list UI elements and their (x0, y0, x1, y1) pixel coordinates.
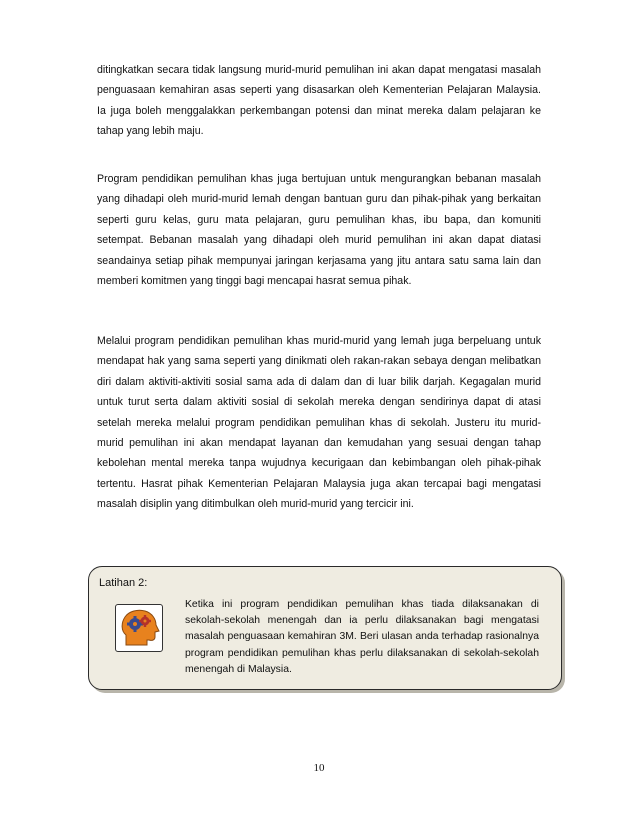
page-number: 10 (313, 762, 325, 774)
paragraph: ditingkatkan secara tidak langsung murid-murid pemulihan ini akan dapat mengatasi masalah penguasaan kemahiran asas seperti yang disasarkan oleh Kementerian Pelajaran Malaysia. Ia juga boleh menggalakkan perkembangan potensi dan minat mereka dalam pelajaran ke tahap yang lebih maju. (97, 64, 541, 138)
paragraph: Program pendidikan pemulihan khas juga bertujuan untuk mengurangkan bebanan masalah yang dihadapi oleh murid-murid lemah dengan bantuan guru dan pihak-pihak yang berkaitan seperti guru kelas, guru mata pelajaran, guru pemulihan khas, ibu bapa, dan komuniti setempat. Bebanan masalah yang dihadapi oleh murid pemulihan ini akan dapat diatasi seandainya setiap pihak mempunyai jaringan kerjasama yang jitu antara satu sama lain dan memberi komitmen yang tinggi bagi mencapai hasrat semua pihak. (97, 173, 541, 288)
paragraph: Melalui program pendidikan pemulihan khas murid-murid yang lemah juga berpeluang untuk mendapat hak yang sama seperti yang dinikmati oleh rakan-rakan sebaya dengan melibatkan diri dalam aktiviti-aktiviti sosial sama ada di dalam dan di luar bilik darjah. Kegagalan murid untuk turut serta dalam aktiviti sosial di sekolah mereka dengan sendirinya dapat di atasi setelah mereka melalui program pendidikan pemulihan khas di sekolah. Justeru itu murid-murid pemulihan ini akan mendapat layanan dan kemudahan yang sesuai dengan tahap kebolehan mental mereka tanpa wujudnya kecurigaan dan kebimbangan oleh pihak-pihak tertentu. Hasrat pihak Kementerian Pelajaran Malaysia juga akan tercapai bagi mengatasi masalah disiplin yang ditimbulkan oleh murid-murid yang tercicir ini. (97, 335, 541, 511)
exercise-box (88, 566, 562, 690)
head-gears-icon (115, 604, 163, 652)
exercise-label: Latihan 2: (99, 577, 148, 589)
exercise-text: Ketika ini program pendidikan pemulihan khas tiada dilaksanakan di sekolah-sekolah menengah dan ia perlu dilaksanakan bagi mengatasi masalah penguasaan kemahiran 3M. Beri ulasan anda terhadap rasionalnya program pendidikan pemulihan khas perlu dilaksanakan di sekolah-sekolah menengah di Malaysia. (185, 599, 539, 675)
